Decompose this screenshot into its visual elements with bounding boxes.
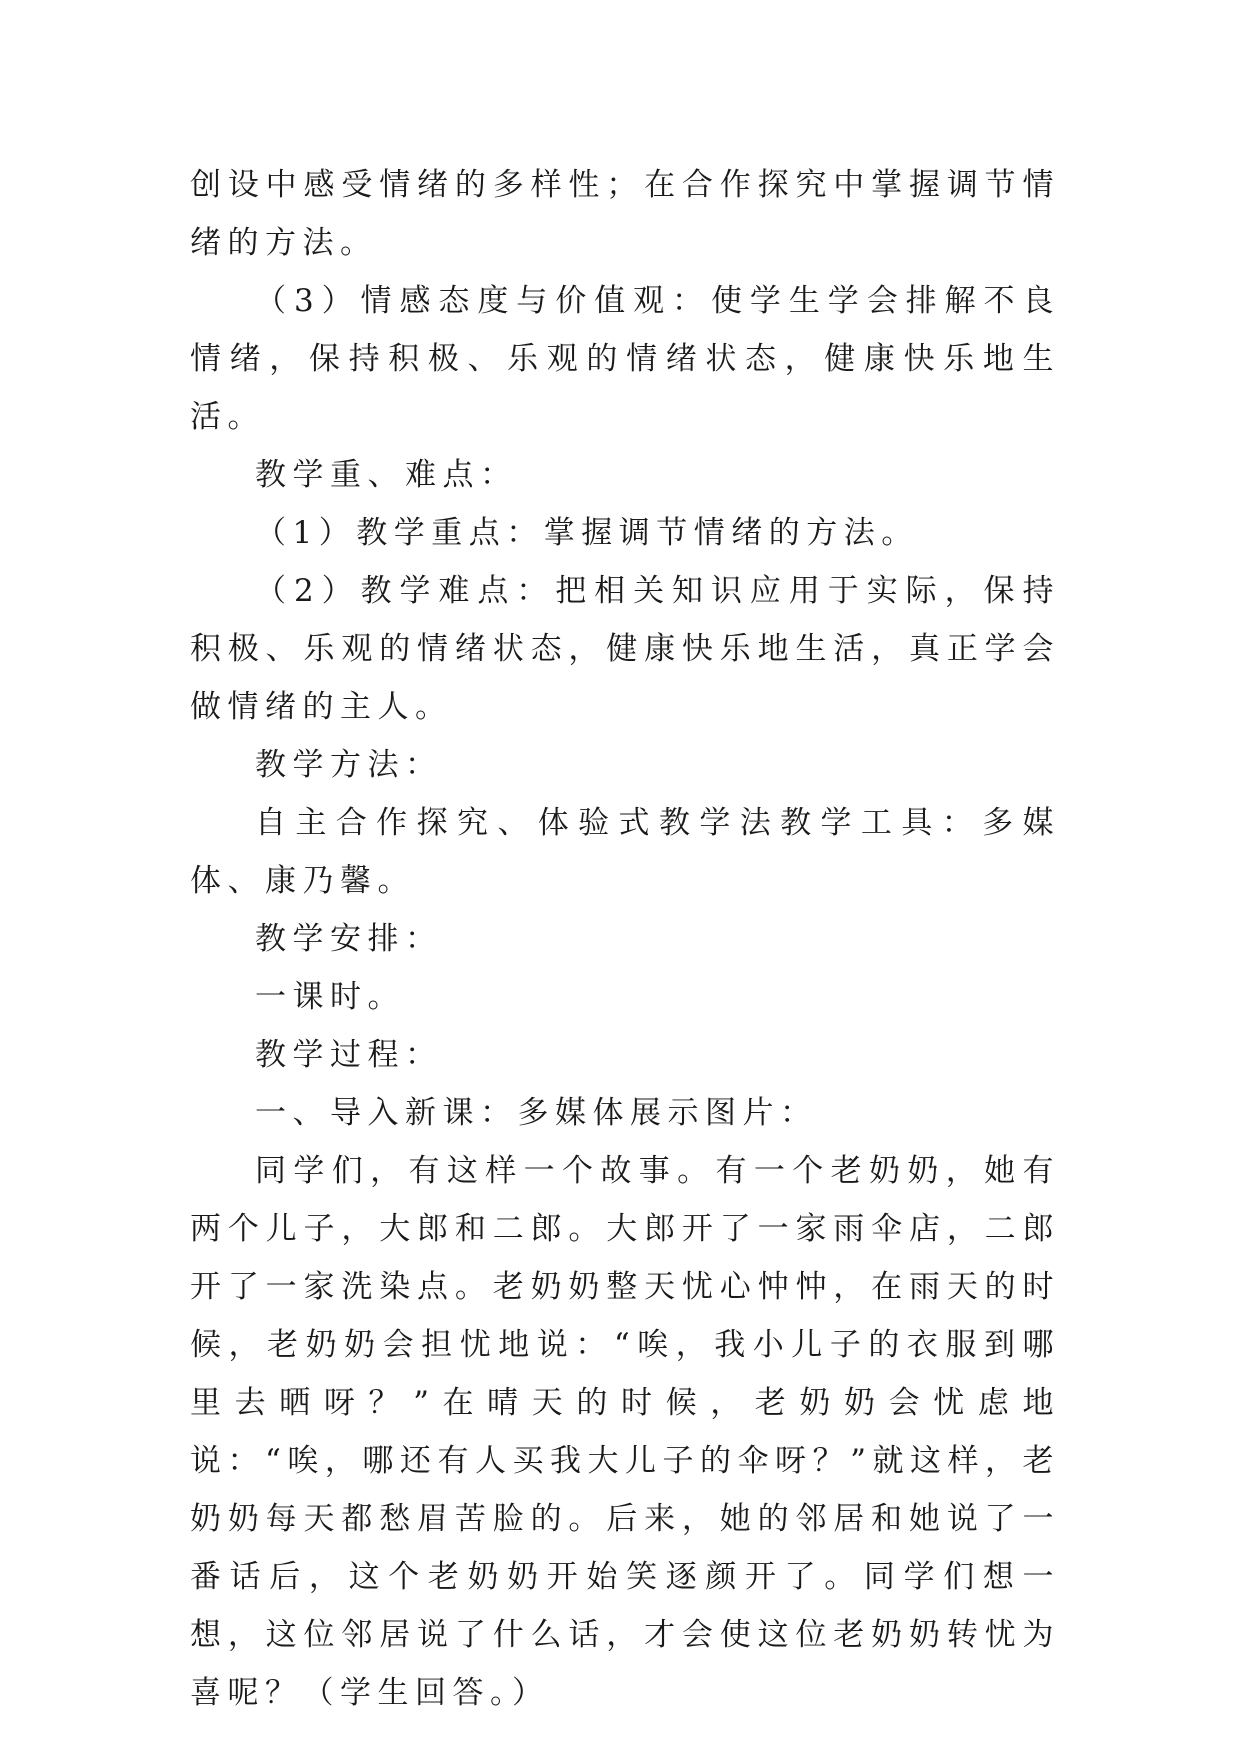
heading-teaching-process: 教学过程： (255, 1037, 443, 1073)
paragraph-key-point: （1）教学重点：掌握调节情绪的方法。 (255, 515, 919, 551)
paragraph-objective-emotion: （3）情感态度与价值观：使学生学会排解不良情绪，保持积极、乐观的情绪状态，健康快乐地生活。 (190, 283, 1060, 435)
paragraph-story: 同学们，有这样一个故事。有一个老奶奶，她有两个儿子，大郎和二郎。大郎开了一家雨伞店，二郎开了一家洗染点。老奶奶整天忧心忡忡，在雨天的时候，老奶奶会担忧地说：“唉，我小儿子的衣服到哪里去晒呀？”在晴天的时候，老奶奶会忧虑地说：“唉，哪还有人买我大儿子的伞呀？”就这样，老奶奶每天都愁眉苦脸的。后来，她的邻居和她说了一番话后，这个老奶奶开始笑逐颜开了。同学们想一想，这位邻居说了什么话，才会使这位老奶奶转忧为喜呢？（学生回答。） (190, 1153, 1060, 1711)
paragraph-difficult-point: （2）教学难点：把相关知识应用于实际，保持积极、乐观的情绪状态，健康快乐地生活，真正学会做情绪的主人。 (190, 573, 1060, 725)
paragraph-objective-process: 创设中感受情绪的多样性；在合作探究中掌握调节情绪的方法。 (190, 167, 1060, 261)
paragraph-teaching-arrangement: 一课时。 (255, 979, 405, 1015)
heading-key-difficult-points: 教学重、难点： (255, 457, 518, 493)
heading-teaching-method: 教学方法： (255, 747, 443, 783)
document-body (190, 156, 1060, 1722)
paragraph-teaching-method: 自主合作探究、体验式教学法教学工具：多媒体、康乃馨。 (190, 805, 1060, 899)
paragraph-introduction: 一、导入新课：多媒体展示图片： (255, 1095, 818, 1131)
heading-teaching-arrangement: 教学安排： (255, 921, 443, 957)
